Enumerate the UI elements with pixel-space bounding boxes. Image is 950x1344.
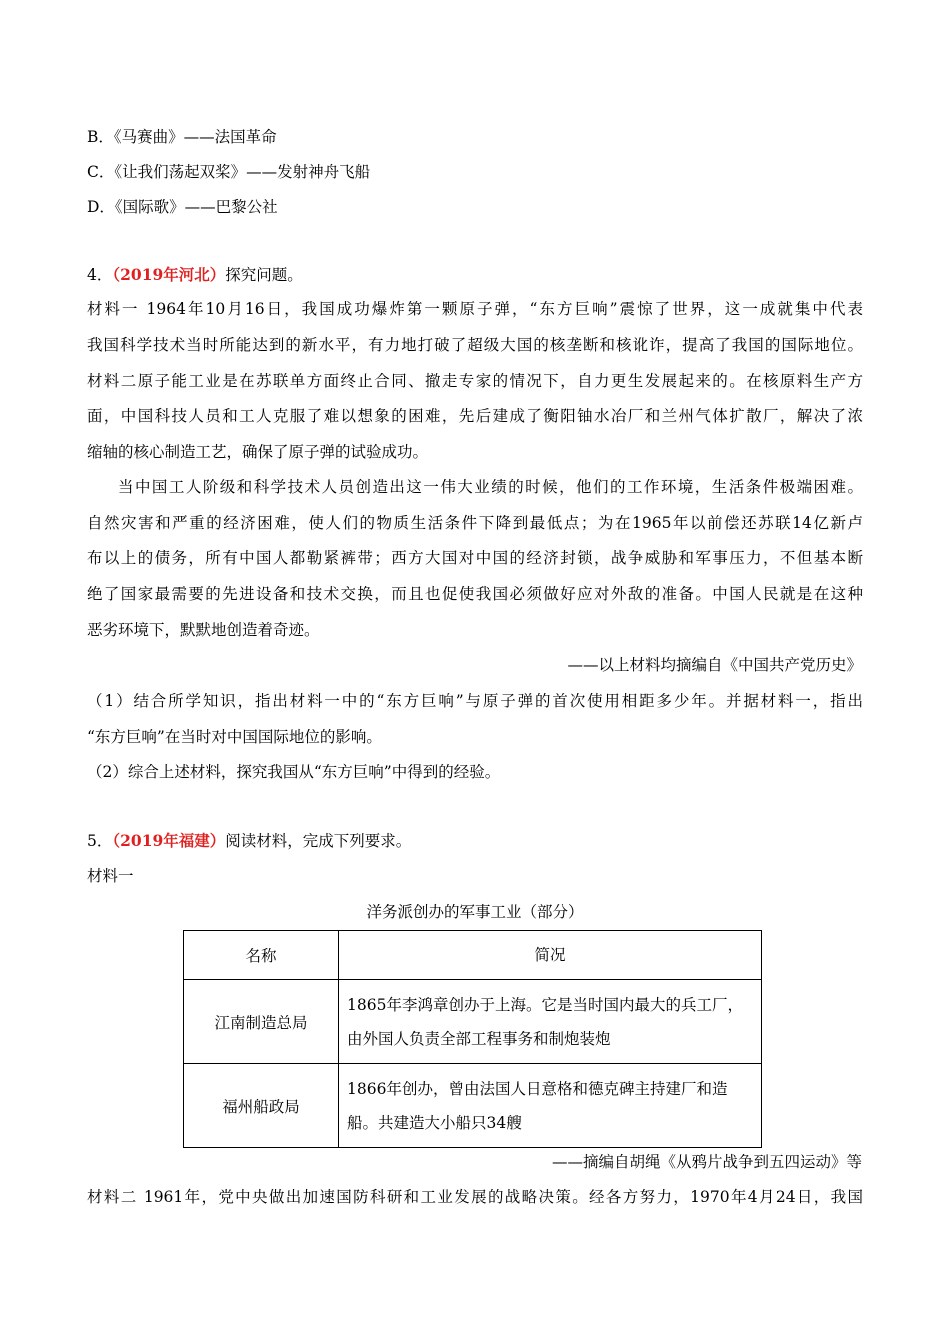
- question-prompt: 阅读材料，完成下列要求。: [225, 832, 412, 850]
- question-source: （2019年河北）: [112, 265, 226, 284]
- question-number: 5．: [87, 832, 113, 850]
- question-number: 4．: [87, 266, 113, 284]
- material-2-line: 材料二原子能工业是在苏联单方面终止合同、撤走专家的情况下，自力更生发展起来的。在核原料生产方: [87, 372, 863, 390]
- table-row: [184, 980, 762, 1064]
- header-name: 名称: [184, 931, 339, 980]
- table-title: 洋务派创办的军事工业（部分）: [366, 903, 584, 921]
- header-desc: 简况: [339, 931, 762, 980]
- paragraph-line: 当中国工人阶级和科学技术人员创造出这一伟大业绩的时候，他们的工作环境，生活条件极端困难。: [118, 478, 863, 496]
- paragraph-line: 布以上的债务，所有中国人都勒紧裤带；西方大国对中国的经济封锁，战争威胁和军事压力，不但基本断: [87, 549, 863, 567]
- material-2-line: 缩轴的核心制造工艺，确保了原子弹的试验成功。: [87, 443, 429, 461]
- sub-question-1: “东方巨响”在当时对中国国际地位的影响。: [87, 728, 382, 746]
- row-name: 江南制造总局: [184, 980, 339, 1064]
- military-industry-table: [183, 930, 762, 1148]
- material-2-line: 面，中国科技人员和工人克服了难以想象的困难，先后建成了衡阳铀水冶厂和兰州气体扩散厂，解决了浓: [87, 407, 863, 425]
- sub-question-1: （1）结合所学知识，指出材料一中的“东方巨响”与原子弹的首次使用相距多少年。并据材料一，指出: [87, 692, 863, 710]
- material-2-line: 材料二 1961年，党中央做出加速国防科研和工业发展的战略决策。经各方努力，1970年4月24日，我国: [87, 1188, 863, 1206]
- sub-question-2: （2）综合上述材料，探究我国从“东方巨响”中得到的经验。: [87, 763, 501, 781]
- option-c: C．《让我们荡起双桨》——发射神舟飞船: [87, 163, 371, 181]
- question-prompt: 探究问题。: [225, 266, 303, 284]
- material-1-line: 材料一 1964年10月16日，我国成功爆炸第一颗原子弹，“东方巨响”震惊了世界，这一成就集中代表: [87, 300, 863, 318]
- table-header-row: [184, 931, 762, 980]
- row-name: 福州船政局: [184, 1064, 339, 1148]
- citation: ——摘编自胡绳《从鸦片战争到五四运动》等: [551, 1153, 862, 1171]
- material-1-line: 我国科学技术当时所能达到的新水平，有力地打破了超级大国的核垄断和核讹诈，提高了我国的国际地位。: [87, 336, 863, 354]
- option-d: D．《国际歌》——巴黎公社: [87, 198, 278, 216]
- paragraph-line: 绝了国家最需要的先进设备和技术交换，而且也促使我国必须做好应对外敌的准备。中国人民就是在这种: [87, 585, 863, 603]
- question-5-heading: [87, 831, 411, 851]
- question-4-heading: [87, 265, 303, 285]
- table-row: [184, 1064, 762, 1148]
- row-desc: 1865年李鸿章创办于上海。它是当时国内最大的兵工厂，由外国人负责全部工程事务和制炮装炮: [339, 980, 762, 1064]
- material-1-label: 材料一: [87, 867, 134, 885]
- question-source: （2019年福建）: [112, 831, 226, 850]
- option-b: B．《马赛曲》——法国革命: [87, 128, 277, 146]
- paragraph-line: 恶劣环境下，默默地创造着奇迹。: [87, 621, 320, 639]
- citation: ——以上材料均摘编自《中国共产党历史》: [567, 656, 862, 674]
- row-desc: 1866年创办，曾由法国人日意格和德克碑主持建厂和造船。共建造大小船只34艘: [339, 1064, 762, 1148]
- paragraph-line: 自然灾害和严重的经济困难，使人们的物质生活条件下降到最低点；为在1965年以前偿还苏联14亿新卢: [87, 514, 863, 532]
